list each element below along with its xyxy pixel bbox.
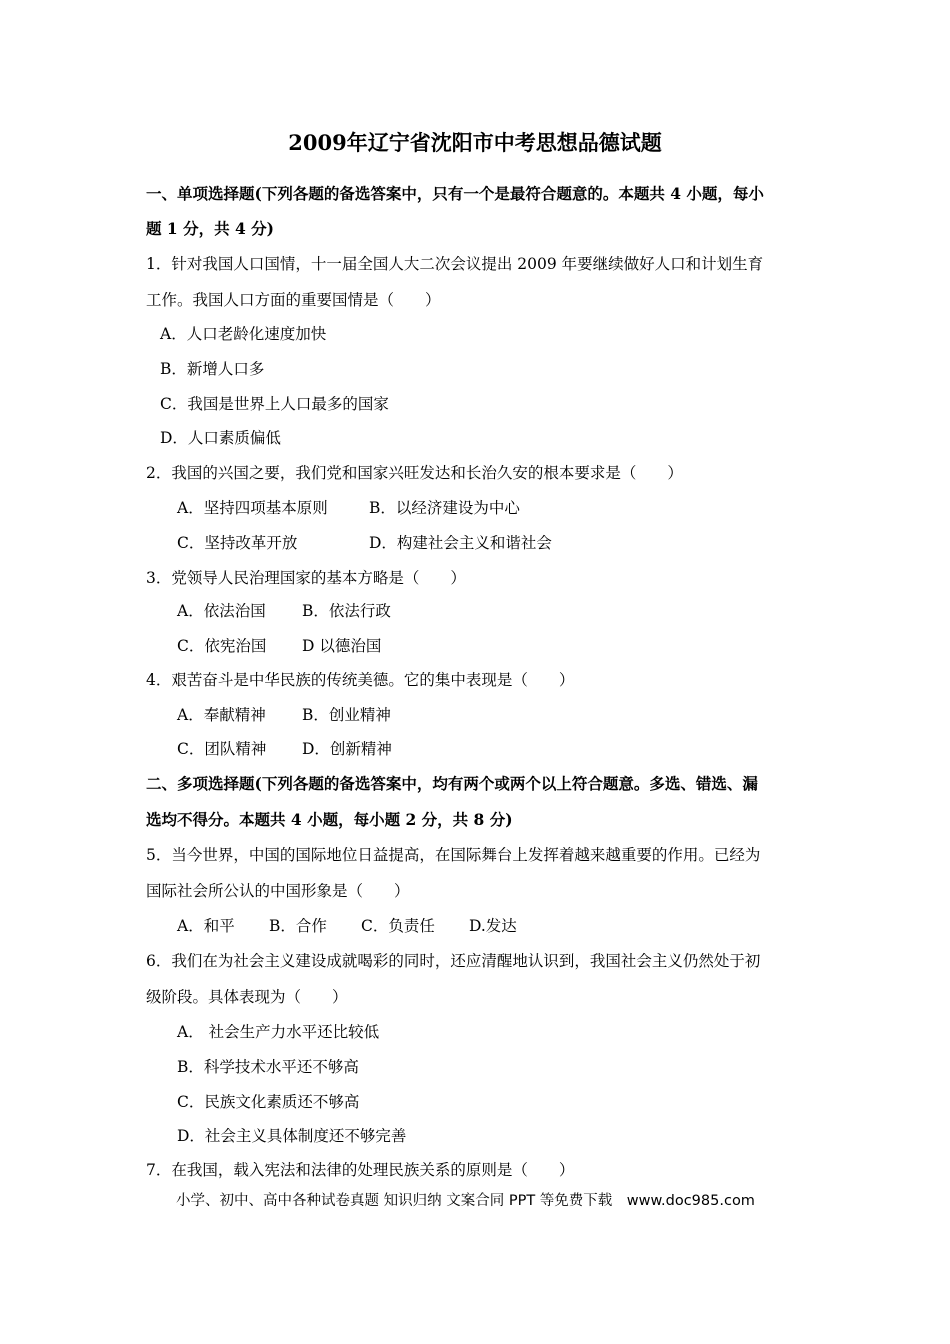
q2-option-b: B．以经济建设为中心 — [369, 499, 520, 517]
q1-option-b: B．新增人口多 — [160, 360, 265, 378]
page-footer: 小学、初中、高中各种试卷真题 知识归纳 文案合同 PPT 等免费下载 www.doc985.com — [176, 1193, 755, 1209]
q5-option-c: C．负责任 — [361, 917, 435, 935]
section2-heading-line2: 选均不得分。本题共 4 小题，每小题 2 分，共 8 分) — [146, 810, 513, 829]
q4-options-row1 — [177, 703, 391, 727]
q4-option-a: A．奉献精神 — [177, 706, 266, 724]
q2-options-row1 — [177, 496, 520, 520]
q6-stem-line2: 级阶段。具体表现为（ ） — [146, 988, 348, 1006]
q5-stem-line1: 5．当今世界，中国的国际地位日益提高，在国际舞台上发挥着越来越重要的作用。已经为 — [146, 846, 761, 864]
q6-option-d: D．社会主义具体制度还不够完善 — [177, 1127, 407, 1145]
q5-stem-line2: 国际社会所公认的中国形象是（ ） — [146, 882, 410, 900]
q1-option-c: C．我国是世界上人口最多的国家 — [160, 395, 389, 413]
q1-stem-line2: 工作。我国人口方面的重要国情是（ ） — [146, 291, 441, 309]
q3-option-d: D 以德治国 — [302, 637, 382, 655]
q7-stem: 7．在我国，载入宪法和法律的处理民族关系的原则是（ ） — [146, 1161, 575, 1179]
q5-option-a: A．和平 — [177, 917, 235, 935]
q2-stem: 2．我国的兴国之要，我们党和国家兴旺发达和长治久安的根本要求是（ ） — [146, 464, 683, 482]
q3-option-c: C．依宪治国 — [177, 637, 267, 655]
q4-option-b: B．创业精神 — [302, 706, 391, 724]
q3-options-row1 — [177, 599, 391, 623]
q2-option-a: A．坚持四项基本原则 — [177, 499, 328, 517]
q2-options-row2 — [177, 531, 552, 555]
q3-options-row2 — [177, 634, 381, 658]
section2-heading-line1: 二、多项选择题(下列各题的备选答案中，均有两个或两个以上符合题意。多选、错选、漏 — [146, 774, 758, 793]
q6-option-c: C．民族文化素质还不够高 — [177, 1093, 360, 1111]
q4-option-d: D．创新精神 — [302, 740, 392, 758]
q5-options-row — [177, 914, 517, 938]
q4-options-row2 — [177, 737, 392, 761]
q3-option-b: B．依法行政 — [302, 602, 391, 620]
page-title: 2009年辽宁省沈阳市中考思想品德试题 — [288, 130, 662, 155]
q3-stem: 3．党领导人民治理国家的基本方略是（ ） — [146, 569, 466, 587]
section1-heading-line1: 一、单项选择题(下列各题的备选答案中，只有一个是最符合题意的。本题共 4 小题，每小 — [146, 184, 764, 203]
q5-option-b: B．合作 — [269, 917, 327, 935]
q5-option-d: D.发达 — [469, 917, 517, 935]
q1-stem-line1: 1．针对我国人口国情，十一届全国人大二次会议提出 2009 年要继续做好人口和计划生育 — [146, 255, 764, 273]
q4-stem: 4．艰苦奋斗是中华民族的传统美德。它的集中表现是（ ） — [146, 671, 575, 689]
q6-option-a: A． 社会生产力水平还比较低 — [177, 1023, 380, 1041]
q2-option-c: C．坚持改革开放 — [177, 534, 298, 552]
q6-option-b: B．科学技术水平还不够高 — [177, 1058, 359, 1076]
q1-option-d: D．人口素质偏低 — [160, 429, 281, 447]
q6-stem-line1: 6．我们在为社会主义建设成就喝彩的同时，还应清醒地认识到，我国社会主义仍然处于初 — [146, 952, 761, 970]
q4-option-c: C．团队精神 — [177, 740, 267, 758]
q3-option-a: A．依法治国 — [177, 602, 266, 620]
q1-option-a: A．人口老龄化速度加快 — [160, 325, 327, 343]
q2-option-d: D．构建社会主义和谐社会 — [369, 534, 552, 552]
section1-heading-line2: 题 1 分，共 4 分) — [146, 219, 274, 238]
